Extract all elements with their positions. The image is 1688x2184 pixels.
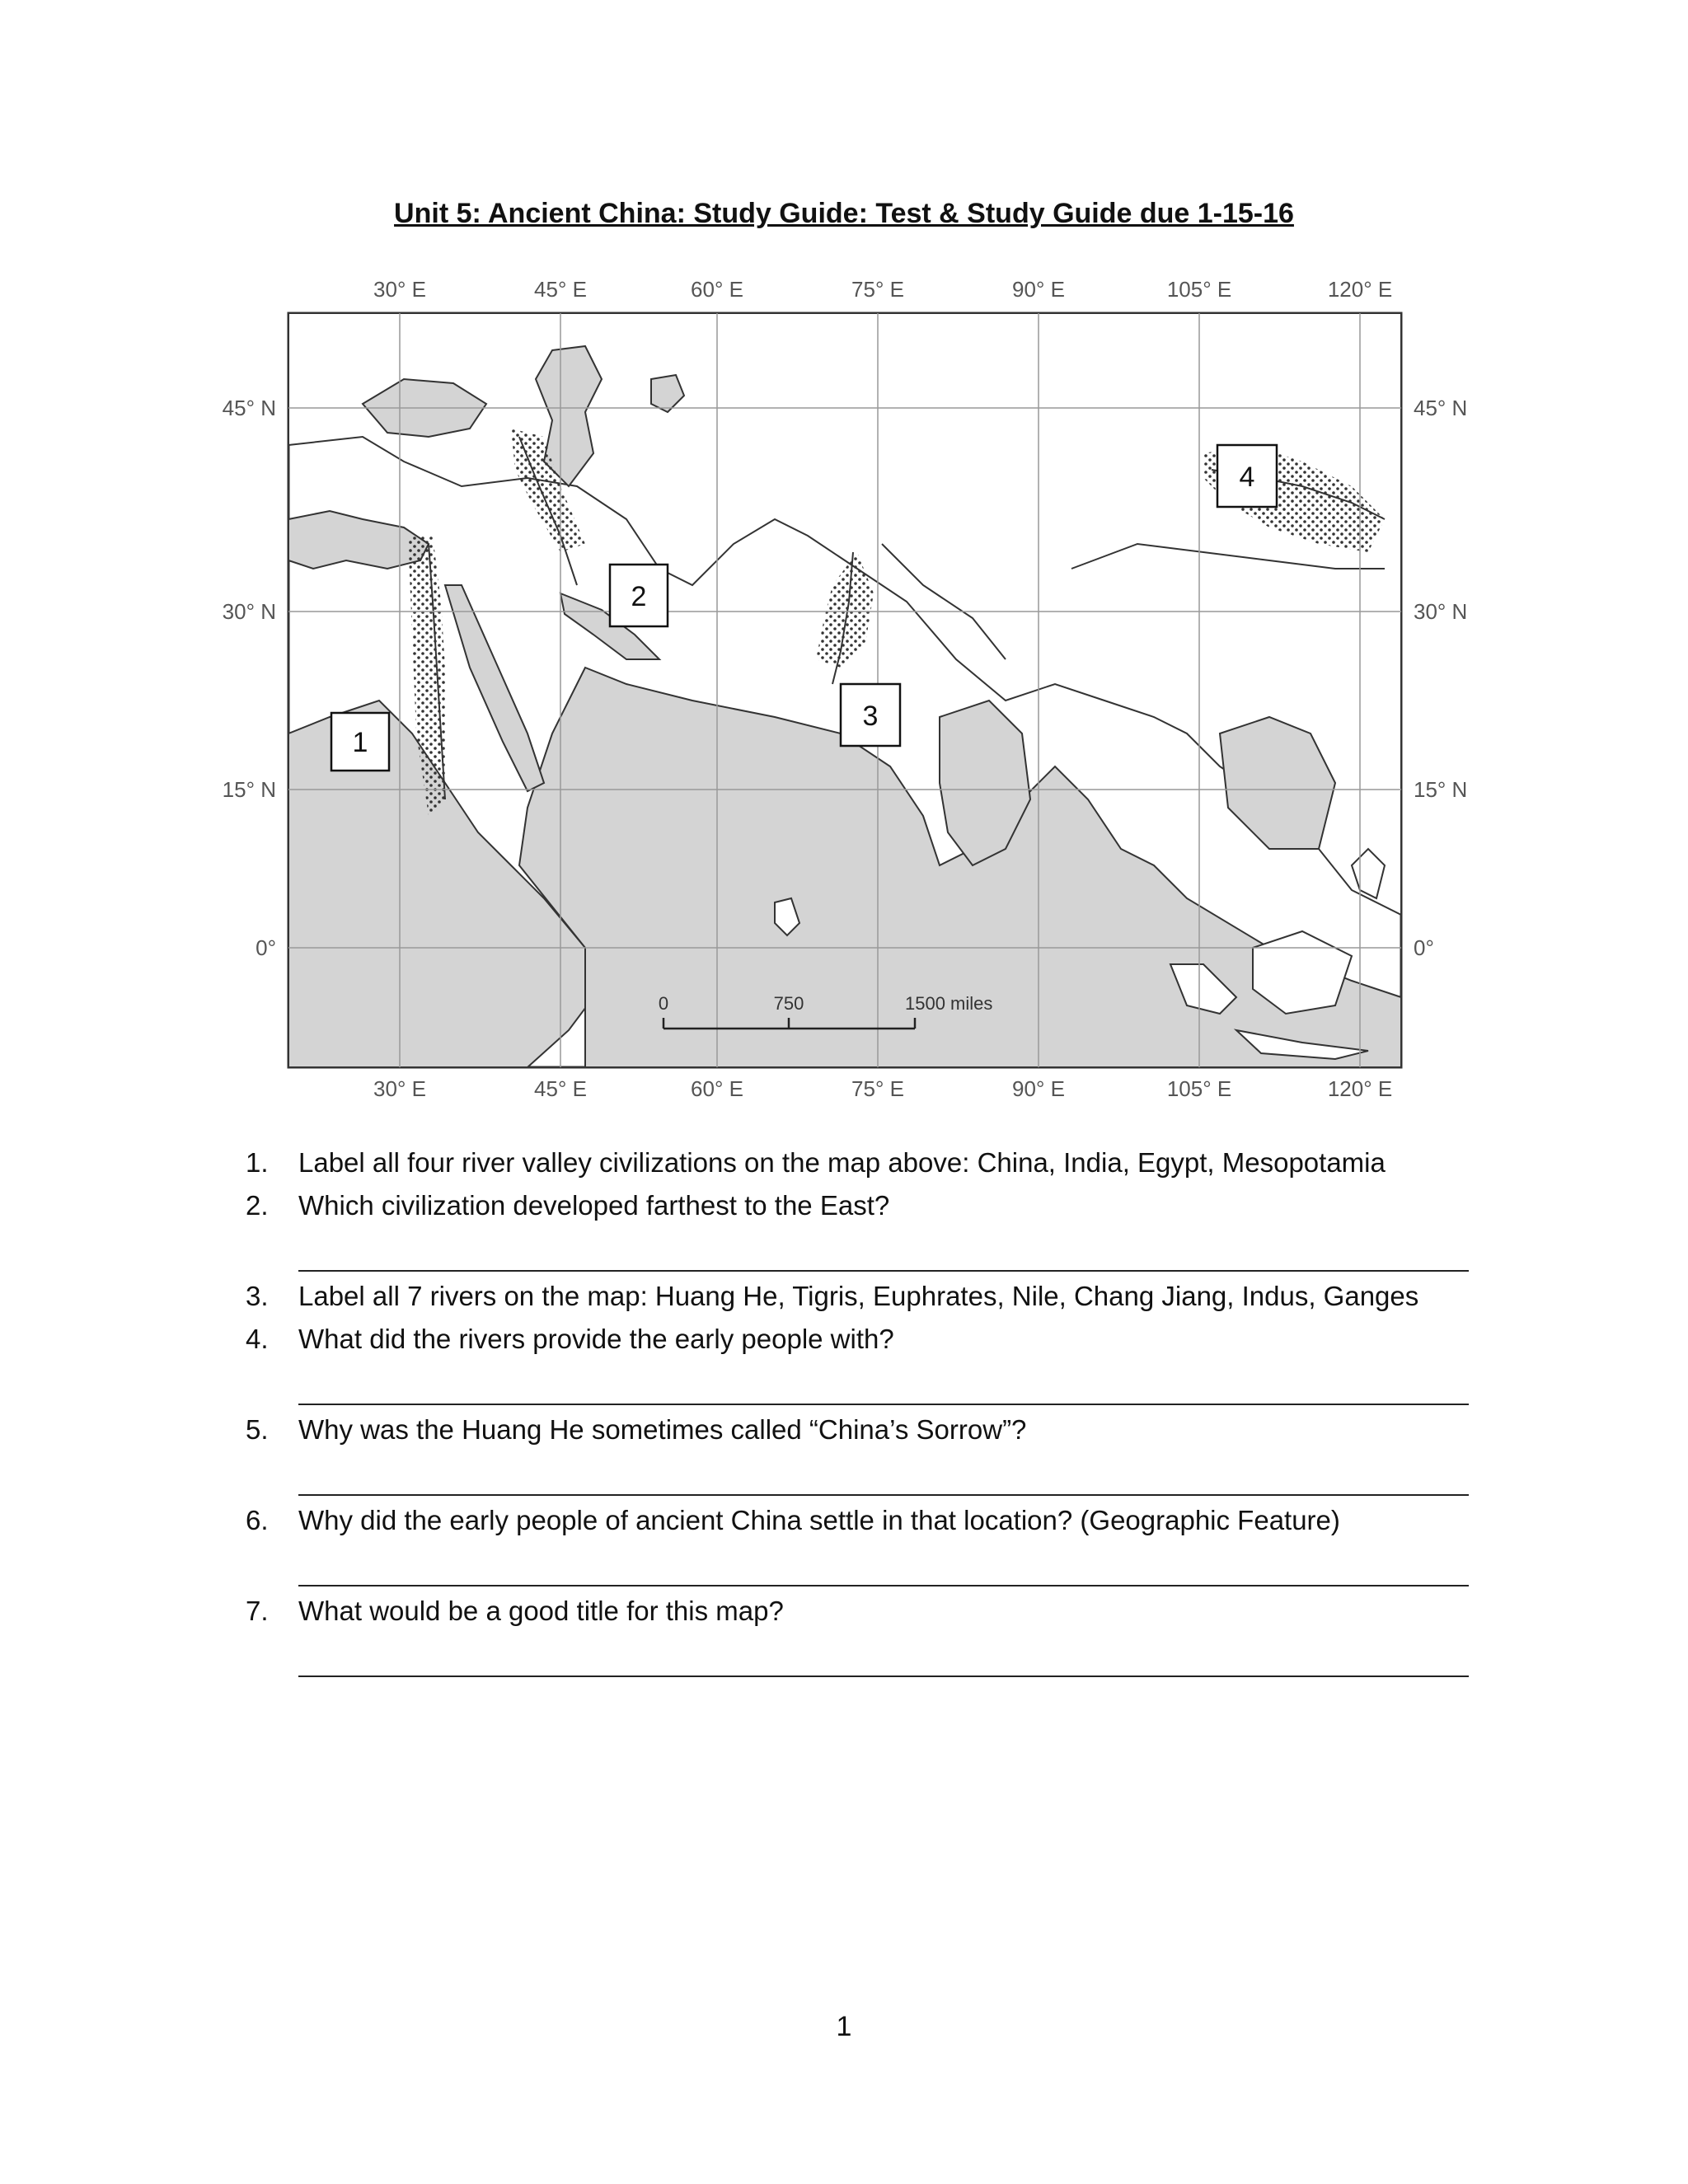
lon-label: 75° E bbox=[851, 277, 904, 302]
answer-line[interactable] bbox=[298, 1633, 1469, 1677]
question-item bbox=[246, 1141, 1482, 1184]
answer-line[interactable] bbox=[298, 1542, 1469, 1586]
scale-label: 750 bbox=[773, 993, 804, 1014]
lon-label: 60° E bbox=[691, 277, 743, 302]
lat-label: 15° N bbox=[1414, 777, 1468, 802]
region-box-1 bbox=[331, 713, 389, 771]
answer-line[interactable] bbox=[298, 1227, 1469, 1272]
question-text: Which civilization developed farthest to the East? bbox=[298, 1190, 890, 1221]
region-box-2 bbox=[610, 565, 668, 626]
page-number: 1 bbox=[836, 2011, 852, 2042]
lon-label: 90° E bbox=[1012, 1076, 1065, 1101]
question-item bbox=[246, 1408, 1482, 1496]
lon-label: 30° E bbox=[373, 277, 426, 302]
question-text: What did the rivers provide the early people with? bbox=[298, 1324, 894, 1354]
lon-label: 60° E bbox=[691, 1076, 743, 1101]
answer-line[interactable] bbox=[298, 1361, 1469, 1405]
scale-label: 0 bbox=[658, 993, 669, 1014]
region-number: 3 bbox=[862, 701, 879, 732]
lat-label: 30° N bbox=[1414, 599, 1468, 624]
lon-label: 45° E bbox=[534, 1076, 587, 1101]
question-item bbox=[246, 1590, 1482, 1677]
question-text: What would be a good title for this map? bbox=[298, 1596, 784, 1626]
lat-label: 45° N bbox=[1414, 396, 1468, 420]
question-item bbox=[246, 1275, 1482, 1318]
lon-label: 120° E bbox=[1327, 277, 1393, 302]
scale-label: 1500 miles bbox=[905, 993, 993, 1014]
question-list bbox=[246, 1141, 1482, 1680]
region-box-4 bbox=[1217, 445, 1277, 507]
lon-label: 75° E bbox=[851, 1076, 904, 1101]
lat-label: 0° bbox=[1414, 935, 1434, 960]
lat-label: 0° bbox=[256, 935, 276, 960]
lon-label: 105° E bbox=[1166, 277, 1232, 302]
region-box-3 bbox=[841, 684, 900, 746]
question-item bbox=[246, 1318, 1482, 1405]
question-number: 6. bbox=[246, 1505, 269, 1535]
answer-line[interactable] bbox=[298, 1451, 1469, 1496]
lon-label: 105° E bbox=[1166, 1076, 1232, 1101]
question-text: Label all 7 rivers on the map: Huang He, Tigris, Euphrates, Nile, Chang Jiang, Indus, Ganges bbox=[298, 1281, 1419, 1311]
lon-label: 90° E bbox=[1012, 277, 1065, 302]
lat-label: 30° N bbox=[222, 599, 276, 624]
region-number: 4 bbox=[1239, 462, 1255, 493]
question-item bbox=[246, 1499, 1482, 1586]
longitude-labels-bottom bbox=[373, 1076, 1392, 1101]
question-text: Why was the Huang He sometimes called “China’s Sorrow”? bbox=[298, 1414, 1027, 1445]
lon-label: 45° E bbox=[534, 277, 587, 302]
region-number: 1 bbox=[352, 727, 368, 758]
question-number: 1. bbox=[246, 1147, 269, 1178]
question-text: Label all four river valley civilizations on the map above: China, India, Egypt, Mesopotamia bbox=[298, 1147, 1386, 1178]
question-number: 4. bbox=[246, 1324, 269, 1354]
question-number: 5. bbox=[246, 1414, 269, 1445]
lon-label: 120° E bbox=[1327, 1076, 1393, 1101]
question-item bbox=[246, 1184, 1482, 1272]
latitude-labels-right bbox=[1414, 396, 1467, 960]
lat-label: 45° N bbox=[222, 396, 276, 420]
region-number: 2 bbox=[631, 581, 647, 612]
lon-label: 30° E bbox=[373, 1076, 426, 1101]
question-number: 7. bbox=[246, 1596, 269, 1626]
question-text: Why did the early people of ancient China settle in that location? (Geographic Feature) bbox=[298, 1505, 1340, 1535]
latitude-labels-left bbox=[223, 396, 276, 960]
question-number: 3. bbox=[246, 1281, 269, 1311]
lat-label: 15° N bbox=[222, 777, 276, 802]
question-number: 2. bbox=[246, 1190, 269, 1221]
page-title: Unit 5: Ancient China: Study Guide: Test & Study Guide due 1-15-16 bbox=[394, 198, 1294, 229]
world-map bbox=[198, 272, 1500, 1113]
longitude-labels-top bbox=[373, 277, 1392, 302]
map-svg bbox=[198, 272, 1500, 1113]
